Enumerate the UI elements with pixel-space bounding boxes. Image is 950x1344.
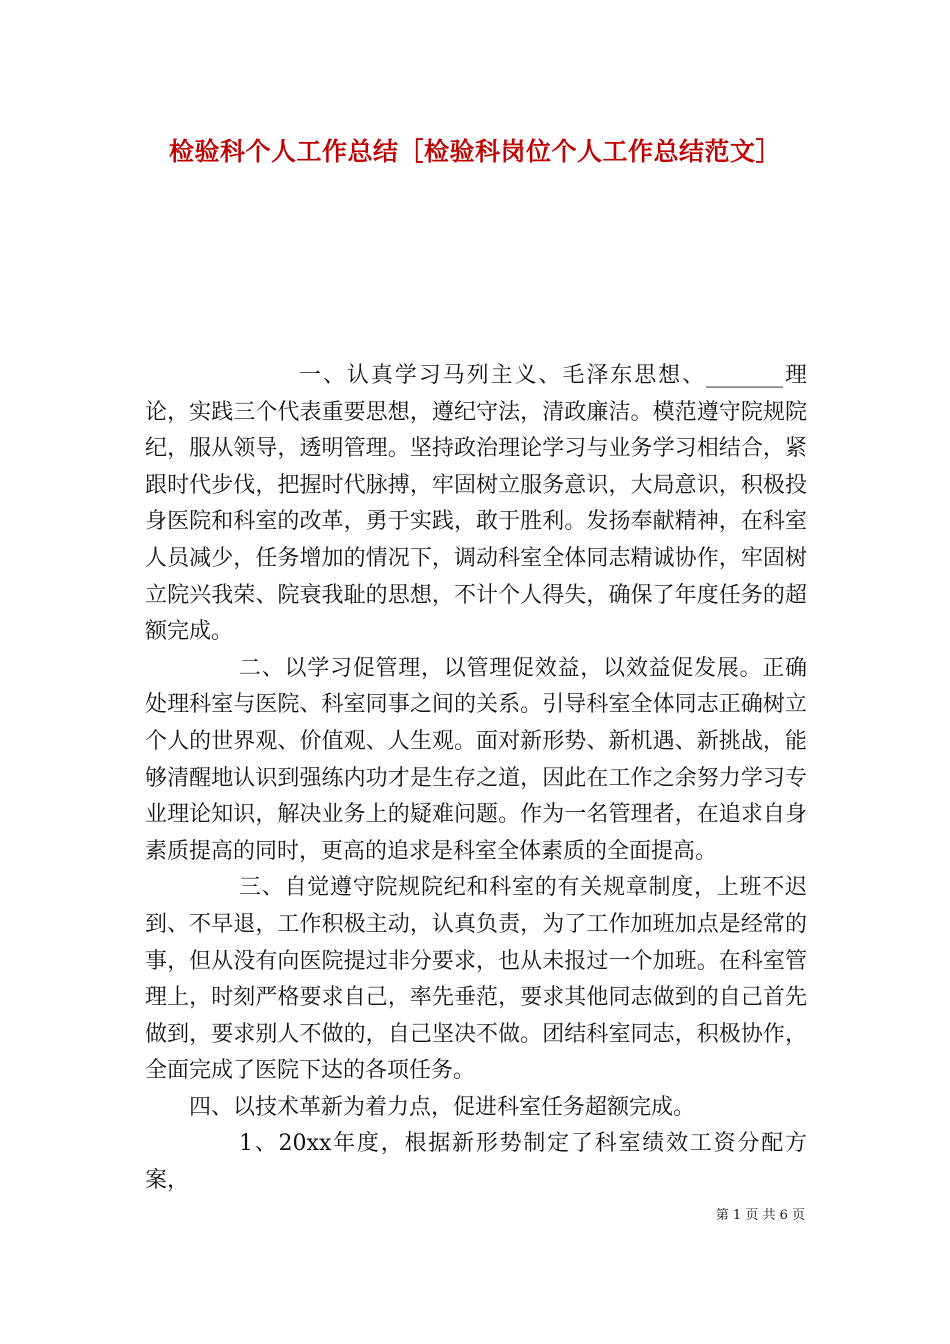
page-number: 第 1 页 共 6 页 <box>715 1208 805 1223</box>
paragraph-1: 一、认真学习马列主义、毛泽东思想、_______理论，实践三个代表重要思想，遵纪守法，清政廉洁。模范遵守院规院纪，服从领导，透明管理。坚持政治理论学习与业务学习相结合，紧跟时代步伐，把握时代脉搏，牢固树立服务意识，大局意识，积极投身医院和科室的改革，勇于实践，敢于胜利。发扬奉献精神，在科室人员减少，任务增加的情况下，调动科室全体同志精诚协作，牢固树立院兴我荣、院衰我耻的思想，不计个人得失，确保了年度任务的超额完成。 <box>145 363 807 645</box>
document-title: 检验科个人工作总结［检验科岗位个人工作总结范文］ <box>168 137 781 166</box>
paragraph-4: 四、以技术革新为着力点，促进科室任务超额完成。 <box>189 1094 696 1120</box>
paragraph-5: 1、20xx年度，根据新形势制定了科室绩效工资分配方案， <box>145 1131 807 1194</box>
paragraph-3: 三、自觉遵守院规院纪和科室的有关规章制度，上班不迟到、不早退，工作积极主动，认真负责，为了工作加班加点是经常的事，但从没有向医院提过非分要求，也从未报过一个加班。在科室管理上，时刻严格要求自己，率先垂范，要求其他同志做到的自己首先做到，要求别人不做的，自己坚决不做。团结科室同志，积极协作，全面完成了医院下达的各项任务。 <box>145 875 807 1084</box>
paragraph-2: 二、以学习促管理，以管理促效益，以效益促发展。正确处理科室与医院、科室同事之间的关系。引导科室全体同志正确树立个人的世界观、价值观、人生观。面对新形势、新机遇、新挑战，能够清醒地认识到强练内功才是生存之道，因此在工作之余努力学习专业理论知识，解决业务上的疑难问题。作为一名管理者，在追求自身素质提高的同时，更高的追求是科室全体素质的全面提高。 <box>145 655 807 864</box>
document-body <box>145 358 807 1200</box>
